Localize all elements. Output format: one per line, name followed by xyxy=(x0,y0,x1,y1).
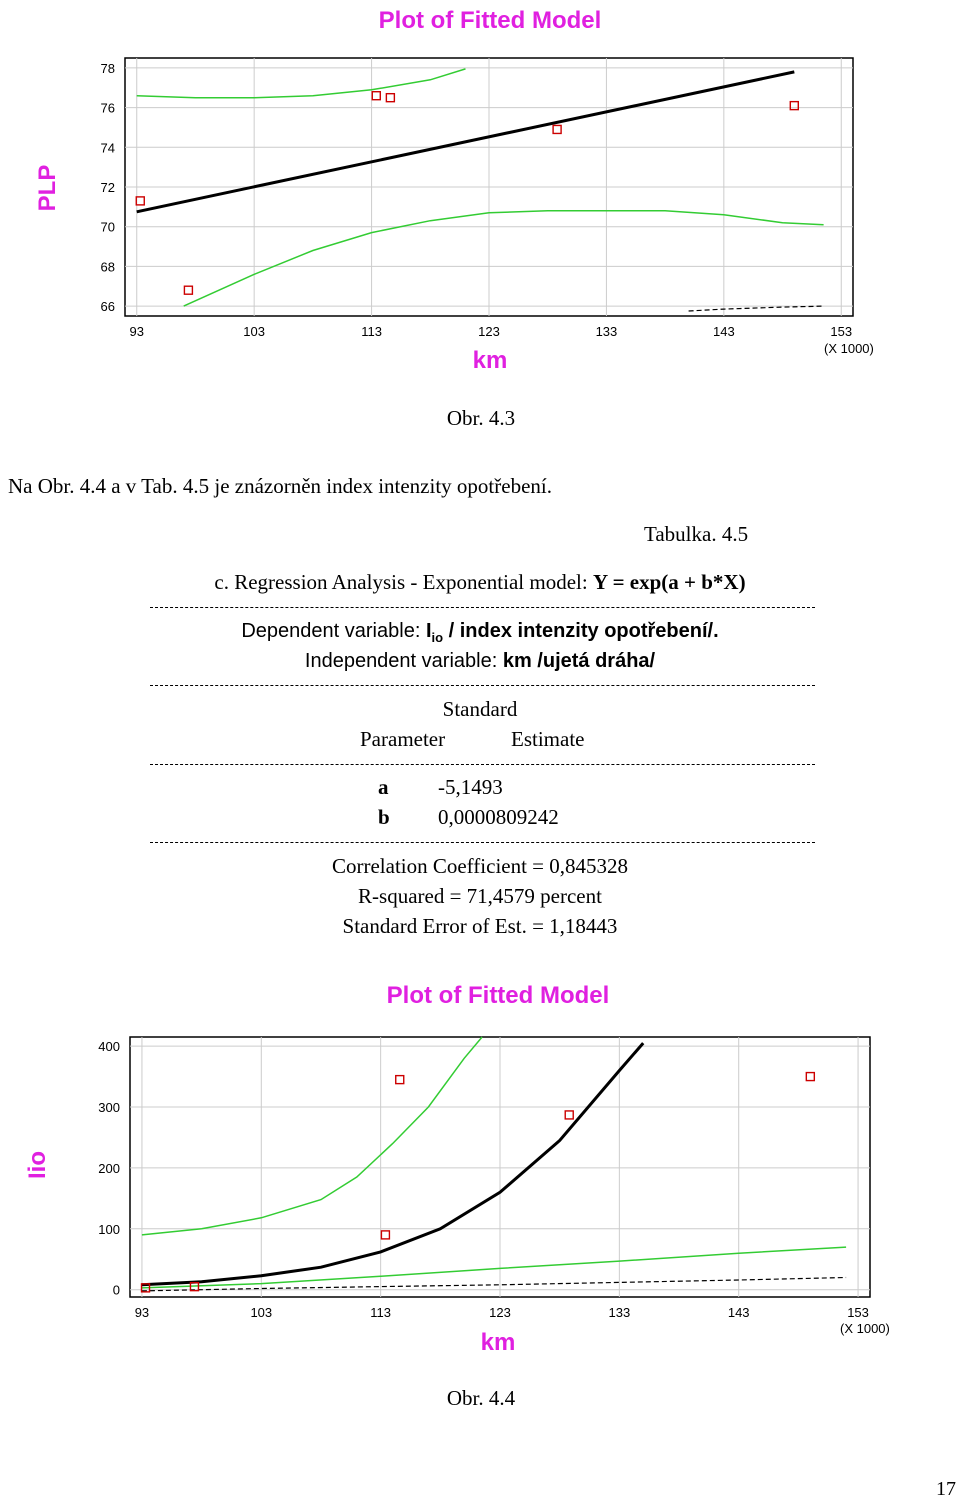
fitted-model-chart-iio xyxy=(0,975,960,1360)
y-tick-label: 76 xyxy=(100,100,115,116)
dependent-variable-line xyxy=(0,620,960,645)
y-tick-label: 68 xyxy=(100,259,115,275)
x-tick-label: 93 xyxy=(129,324,144,339)
y-tick-label: 66 xyxy=(100,299,115,315)
y-tick-label: 74 xyxy=(100,140,115,156)
x-tick-label: 113 xyxy=(370,1305,392,1320)
x-tick-label: 133 xyxy=(608,1305,631,1320)
figure-caption-4-4: Obr. 4.4 xyxy=(446,1386,516,1410)
table-label: Tabulka. 4.5 xyxy=(644,522,749,546)
independent-variable-line xyxy=(0,650,960,673)
x-tick-label: 123 xyxy=(489,1305,511,1320)
separator-1 xyxy=(150,607,815,608)
std-error-line: Standard Error of Est. = 1,18443 xyxy=(342,914,618,938)
x-tick-label: 143 xyxy=(727,1305,750,1320)
y-tick-label: 72 xyxy=(100,180,115,195)
separator-4 xyxy=(150,842,815,843)
intro-paragraph: Na Obr. 4.4 a v Tab. 4.5 je znázorněn index intenzity opotřebení. xyxy=(8,474,552,498)
rsquared-line: R-squared = 71,4579 percent xyxy=(358,884,602,908)
y-tick-label: 200 xyxy=(98,1160,120,1176)
x-tick-labels xyxy=(130,324,853,339)
x-axis-label: km xyxy=(480,1329,516,1356)
chart-title: Plot of Fitted Model xyxy=(378,7,602,34)
figure-caption-4-3: Obr. 4.3 xyxy=(446,406,516,430)
dependent-desc: / index intenzity opotřebení/. xyxy=(443,620,719,642)
y-axis-label: Iio xyxy=(24,1151,51,1179)
separator-3 xyxy=(150,764,815,765)
x-tick-label: 133 xyxy=(595,324,618,339)
x-tick-label: 103 xyxy=(250,1305,273,1320)
x-multiplier-label: (X 1000) xyxy=(840,1321,890,1336)
x-tick-label: 103 xyxy=(243,324,266,339)
y-tick-labels xyxy=(101,61,115,314)
column-estimate: Estimate xyxy=(511,727,585,751)
chart-title: Plot of Fitted Model xyxy=(386,982,610,1009)
dependent-var: I xyxy=(425,620,432,642)
x-tick-label: 123 xyxy=(478,324,500,339)
fitted-model-chart-plp xyxy=(0,0,960,385)
column-standard: Standard xyxy=(442,697,518,721)
y-tick-label: 78 xyxy=(100,60,115,76)
y-tick-label: 70 xyxy=(100,219,115,235)
page-number: 17 xyxy=(936,1478,956,1500)
param-estimate: 0,0000809242 xyxy=(438,805,559,829)
dependent-sub: io xyxy=(431,630,444,645)
regression-model: Y = exp(a + b*X) xyxy=(592,570,746,594)
param-name: b xyxy=(378,805,390,829)
x-tick-label: 113 xyxy=(361,324,382,339)
y-tick-label: 300 xyxy=(98,1100,120,1116)
y-tick-labels xyxy=(98,1039,120,1298)
x-tick-label: 93 xyxy=(134,1305,150,1320)
x-tick-label: 153 xyxy=(830,324,853,339)
x-tick-label: 143 xyxy=(712,324,735,339)
param-name: a xyxy=(378,775,389,799)
y-tick-label: 400 xyxy=(98,1039,120,1055)
independent-label: Independent variable: xyxy=(304,650,503,672)
column-parameter: Parameter xyxy=(360,727,446,751)
x-tick-labels xyxy=(135,1305,869,1320)
y-tick-label: 0 xyxy=(112,1282,120,1298)
x-axis-label: km xyxy=(472,347,508,374)
independent-desc: km /ujetá dráha/ xyxy=(502,650,656,672)
dependent-label: Dependent variable: xyxy=(241,620,426,642)
y-tick-label: 100 xyxy=(98,1221,120,1237)
correlation-line: Correlation Coefficient = 0,845328 xyxy=(331,854,629,878)
x-multiplier-label: (X 1000) xyxy=(824,341,874,356)
regression-heading-prefix: c. Regression Analysis - Exponential model: xyxy=(214,570,593,594)
y-axis-label: PLP xyxy=(34,164,61,212)
regression-heading xyxy=(0,570,960,595)
separator-2 xyxy=(150,685,815,686)
param-estimate: -5,1493 xyxy=(438,775,503,799)
x-tick-label: 153 xyxy=(847,1305,869,1320)
